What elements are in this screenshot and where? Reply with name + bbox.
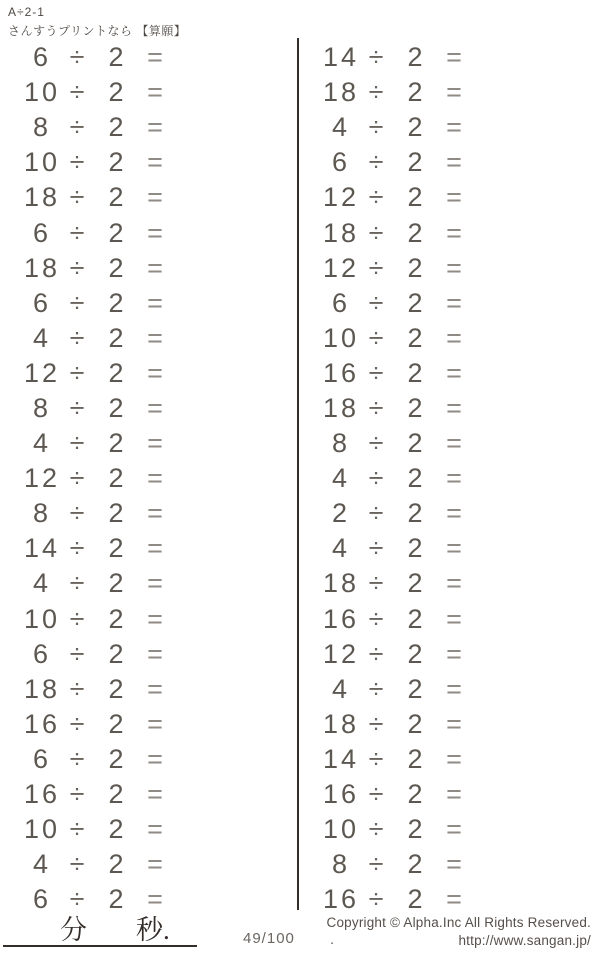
equals-sign: = <box>446 533 462 564</box>
divide-icon: ÷ <box>368 638 384 669</box>
dividend: 6 <box>32 743 52 774</box>
problem-row <box>0 602 290 637</box>
divide-icon: ÷ <box>368 322 384 353</box>
divisor: 2 <box>108 533 124 564</box>
divisor: 2 <box>407 322 423 353</box>
dividend: 6 <box>32 884 52 915</box>
divide-icon: ÷ <box>69 392 85 423</box>
problem-row <box>0 321 290 356</box>
divisor: 2 <box>407 814 423 845</box>
dividend: 10 <box>23 77 61 108</box>
divide-icon: ÷ <box>69 708 85 739</box>
divisor: 2 <box>108 392 124 423</box>
divisor: 2 <box>108 217 124 248</box>
equals-sign: = <box>147 147 163 178</box>
worksheet-code: A÷2-1 <box>8 5 45 19</box>
dividend: 4 <box>331 112 351 143</box>
problem-row <box>299 426 589 461</box>
divisor: 2 <box>108 428 124 459</box>
problem-row <box>299 812 589 847</box>
dividend: 4 <box>32 568 52 599</box>
equals-sign: = <box>147 322 163 353</box>
dividend: 6 <box>32 638 52 669</box>
dividend: 18 <box>322 708 360 739</box>
divide-icon: ÷ <box>69 147 85 178</box>
equals-sign: = <box>147 603 163 634</box>
dividend: 6 <box>331 287 351 318</box>
dividend: 16 <box>322 779 360 810</box>
problem-row <box>299 145 589 180</box>
divide-icon: ÷ <box>69 603 85 634</box>
dividend: 4 <box>32 428 52 459</box>
divisor: 2 <box>407 849 423 880</box>
divisor: 2 <box>108 884 124 915</box>
divisor: 2 <box>407 217 423 248</box>
dividend: 14 <box>322 42 360 73</box>
divide-icon: ÷ <box>69 568 85 599</box>
equals-sign: = <box>147 357 163 388</box>
dividend: 14 <box>322 743 360 774</box>
divisor: 2 <box>108 322 124 353</box>
problem-row <box>0 812 290 847</box>
dividend: 18 <box>322 392 360 423</box>
problem-row <box>0 110 290 145</box>
problem-row <box>299 637 589 672</box>
equals-sign: = <box>147 673 163 704</box>
dividend: 6 <box>331 147 351 178</box>
equals-sign: = <box>147 533 163 564</box>
dividend: 6 <box>32 217 52 248</box>
problem-row <box>299 251 589 286</box>
equals-sign: = <box>446 287 462 318</box>
divide-icon: ÷ <box>69 287 85 318</box>
problem-row <box>299 215 589 250</box>
problem-row <box>299 75 589 110</box>
equals-sign: = <box>446 884 462 915</box>
dividend: 18 <box>322 568 360 599</box>
divisor: 2 <box>108 498 124 529</box>
equals-sign: = <box>147 77 163 108</box>
divisor: 2 <box>108 638 124 669</box>
dividend: 18 <box>23 673 61 704</box>
divisor: 2 <box>108 252 124 283</box>
divisor: 2 <box>407 708 423 739</box>
dividend: 10 <box>23 147 61 178</box>
divisor: 2 <box>108 287 124 318</box>
equals-sign: = <box>147 42 163 73</box>
equals-sign: = <box>446 182 462 213</box>
equals-sign: = <box>446 603 462 634</box>
equals-sign: = <box>147 498 163 529</box>
divide-icon: ÷ <box>69 217 85 248</box>
dividend: 2 <box>331 498 351 529</box>
divide-icon: ÷ <box>69 357 85 388</box>
equals-sign: = <box>147 217 163 248</box>
problem-row <box>0 180 290 215</box>
dividend: 12 <box>322 182 360 213</box>
copyright <box>327 914 591 950</box>
divisor: 2 <box>407 498 423 529</box>
divisor: 2 <box>407 743 423 774</box>
divide-icon: ÷ <box>368 392 384 423</box>
equals-sign: = <box>147 884 163 915</box>
divisor: 2 <box>108 814 124 845</box>
divide-icon: ÷ <box>368 112 384 143</box>
divide-icon: ÷ <box>368 42 384 73</box>
divisor: 2 <box>108 568 124 599</box>
equals-sign: = <box>147 638 163 669</box>
divisor: 2 <box>407 533 423 564</box>
problem-row <box>0 145 290 180</box>
problem-row <box>299 777 589 812</box>
problem-row <box>299 356 589 391</box>
dividend: 10 <box>23 603 61 634</box>
divide-icon: ÷ <box>368 463 384 494</box>
dividend: 10 <box>23 814 61 845</box>
divisor: 2 <box>407 463 423 494</box>
divisor: 2 <box>108 708 124 739</box>
divide-icon: ÷ <box>368 147 384 178</box>
problem-row <box>0 847 290 882</box>
worksheet-subtitle: さんすうプリントなら 【算願】 <box>8 24 187 38</box>
equals-sign: = <box>446 743 462 774</box>
equals-sign: = <box>147 849 163 880</box>
divisor: 2 <box>108 147 124 178</box>
divide-icon: ÷ <box>69 498 85 529</box>
problem-row <box>299 496 589 531</box>
divisor: 2 <box>108 112 124 143</box>
dividend: 12 <box>322 252 360 283</box>
divide-icon: ÷ <box>69 322 85 353</box>
problems-column-right <box>299 40 589 917</box>
dividend: 16 <box>322 357 360 388</box>
divisor: 2 <box>108 77 124 108</box>
divide-icon: ÷ <box>69 673 85 704</box>
dividend: 12 <box>23 357 61 388</box>
divide-icon: ÷ <box>69 112 85 143</box>
divisor: 2 <box>407 673 423 704</box>
divide-icon: ÷ <box>368 849 384 880</box>
problem-row <box>0 461 290 496</box>
divide-icon: ÷ <box>368 568 384 599</box>
divisor: 2 <box>407 42 423 73</box>
problem-row <box>299 286 589 321</box>
divide-icon: ÷ <box>368 708 384 739</box>
dividend: 16 <box>322 884 360 915</box>
divide-icon: ÷ <box>69 42 85 73</box>
problem-row <box>299 566 589 601</box>
divide-icon: ÷ <box>69 638 85 669</box>
equals-sign: = <box>446 673 462 704</box>
problem-row <box>0 40 290 75</box>
problem-row <box>0 426 290 461</box>
divisor: 2 <box>108 357 124 388</box>
divisor: 2 <box>108 849 124 880</box>
problem-row <box>0 777 290 812</box>
divide-icon: ÷ <box>69 252 85 283</box>
divide-icon: ÷ <box>368 603 384 634</box>
seconds-label: 秒. <box>136 915 170 945</box>
equals-sign: = <box>446 568 462 599</box>
dividend: 18 <box>23 252 61 283</box>
equals-sign: = <box>446 708 462 739</box>
dividend: 4 <box>331 463 351 494</box>
divisor: 2 <box>407 779 423 810</box>
problem-row <box>299 602 589 637</box>
problem-row <box>0 251 290 286</box>
time-answer-line <box>3 911 197 947</box>
problem-row <box>299 742 589 777</box>
equals-sign: = <box>147 112 163 143</box>
problem-row <box>0 496 290 531</box>
divisor: 2 <box>407 182 423 213</box>
page-indicator: 49/100 <box>243 930 295 947</box>
dividend: 8 <box>32 392 52 423</box>
equals-sign: = <box>147 568 163 599</box>
divide-icon: ÷ <box>368 884 384 915</box>
divisor: 2 <box>108 603 124 634</box>
problems-column-left <box>0 40 290 917</box>
divisor: 2 <box>407 287 423 318</box>
copyright-line1: Copyright © Alpha.Inc All Rights Reserved. <box>326 915 591 930</box>
dividend: 10 <box>322 814 360 845</box>
problem-row <box>0 707 290 742</box>
divide-icon: ÷ <box>368 217 384 248</box>
divide-icon: ÷ <box>368 252 384 283</box>
dividend: 16 <box>23 708 61 739</box>
problem-row <box>299 180 589 215</box>
divisor: 2 <box>407 603 423 634</box>
equals-sign: = <box>446 112 462 143</box>
equals-sign: = <box>147 708 163 739</box>
problem-row <box>0 286 290 321</box>
dividend: 4 <box>331 533 351 564</box>
equals-sign: = <box>147 463 163 494</box>
divisor: 2 <box>108 182 124 213</box>
divide-icon: ÷ <box>69 463 85 494</box>
divide-icon: ÷ <box>69 884 85 915</box>
dividend: 4 <box>32 849 52 880</box>
dividend: 16 <box>23 779 61 810</box>
dividend: 14 <box>23 533 61 564</box>
equals-sign: = <box>147 814 163 845</box>
problem-row <box>299 672 589 707</box>
divide-icon: ÷ <box>69 849 85 880</box>
divisor: 2 <box>108 673 124 704</box>
dividend: 12 <box>322 638 360 669</box>
dividend: 6 <box>32 287 52 318</box>
dividend: 10 <box>322 322 360 353</box>
dividend: 6 <box>32 42 52 73</box>
problem-row <box>299 321 589 356</box>
divide-icon: ÷ <box>368 357 384 388</box>
divide-icon: ÷ <box>69 428 85 459</box>
divide-icon: ÷ <box>368 428 384 459</box>
equals-sign: = <box>147 287 163 318</box>
dividend: 18 <box>322 77 360 108</box>
divisor: 2 <box>407 638 423 669</box>
divide-icon: ÷ <box>69 779 85 810</box>
problem-row <box>0 637 290 672</box>
divide-icon: ÷ <box>368 498 384 529</box>
divisor: 2 <box>108 463 124 494</box>
divisor: 2 <box>108 779 124 810</box>
dividend: 4 <box>331 673 351 704</box>
problem-row <box>0 215 290 250</box>
problem-row <box>0 566 290 601</box>
dividend: 8 <box>331 849 351 880</box>
equals-sign: = <box>446 252 462 283</box>
divisor: 2 <box>407 252 423 283</box>
problem-row <box>299 707 589 742</box>
equals-sign: = <box>147 252 163 283</box>
divide-icon: ÷ <box>69 814 85 845</box>
divisor: 2 <box>407 392 423 423</box>
equals-sign: = <box>446 463 462 494</box>
equals-sign: = <box>446 217 462 248</box>
minutes-label: 分 <box>60 915 87 945</box>
equals-sign: = <box>147 428 163 459</box>
equals-sign: = <box>446 814 462 845</box>
equals-sign: = <box>446 392 462 423</box>
divisor: 2 <box>407 77 423 108</box>
problem-row <box>0 356 290 391</box>
equals-sign: = <box>446 638 462 669</box>
divisor: 2 <box>407 112 423 143</box>
problem-row <box>0 672 290 707</box>
divide-icon: ÷ <box>69 743 85 774</box>
problem-row <box>299 461 589 496</box>
divisor: 2 <box>407 428 423 459</box>
problem-row <box>0 75 290 110</box>
equals-sign: = <box>147 743 163 774</box>
equals-sign: = <box>147 182 163 213</box>
dividend: 4 <box>32 322 52 353</box>
divide-icon: ÷ <box>368 779 384 810</box>
problem-row <box>299 391 589 426</box>
divisor: 2 <box>407 568 423 599</box>
divide-icon: ÷ <box>368 673 384 704</box>
dividend: 16 <box>322 603 360 634</box>
dividend: 8 <box>32 112 52 143</box>
problem-row <box>0 391 290 426</box>
problem-row <box>299 40 589 75</box>
copyright-line2: http://www.sangan.jp/ <box>458 933 591 949</box>
equals-sign: = <box>147 392 163 423</box>
divide-icon: ÷ <box>368 533 384 564</box>
stray-dot: . <box>330 931 335 948</box>
equals-sign: = <box>446 498 462 529</box>
equals-sign: = <box>446 42 462 73</box>
problem-row <box>299 847 589 882</box>
divisor: 2 <box>407 357 423 388</box>
divide-icon: ÷ <box>69 77 85 108</box>
equals-sign: = <box>446 849 462 880</box>
dividend: 12 <box>23 463 61 494</box>
divisor: 2 <box>108 743 124 774</box>
problem-row <box>0 742 290 777</box>
equals-sign: = <box>446 428 462 459</box>
divide-icon: ÷ <box>69 533 85 564</box>
divide-icon: ÷ <box>368 182 384 213</box>
divide-icon: ÷ <box>368 77 384 108</box>
divisor: 2 <box>407 884 423 915</box>
problem-row <box>299 531 589 566</box>
divide-icon: ÷ <box>69 182 85 213</box>
equals-sign: = <box>446 322 462 353</box>
dividend: 18 <box>23 182 61 213</box>
dividend: 18 <box>322 217 360 248</box>
divisor: 2 <box>407 147 423 178</box>
dividend: 8 <box>331 428 351 459</box>
equals-sign: = <box>147 779 163 810</box>
problem-row <box>299 882 589 917</box>
header <box>8 5 186 39</box>
equals-sign: = <box>446 357 462 388</box>
divide-icon: ÷ <box>368 287 384 318</box>
problem-row <box>299 110 589 145</box>
problem-row <box>0 531 290 566</box>
divide-icon: ÷ <box>368 814 384 845</box>
dividend: 8 <box>32 498 52 529</box>
divide-icon: ÷ <box>368 743 384 774</box>
equals-sign: = <box>446 779 462 810</box>
equals-sign: = <box>446 147 462 178</box>
divisor: 2 <box>108 42 124 73</box>
equals-sign: = <box>446 77 462 108</box>
